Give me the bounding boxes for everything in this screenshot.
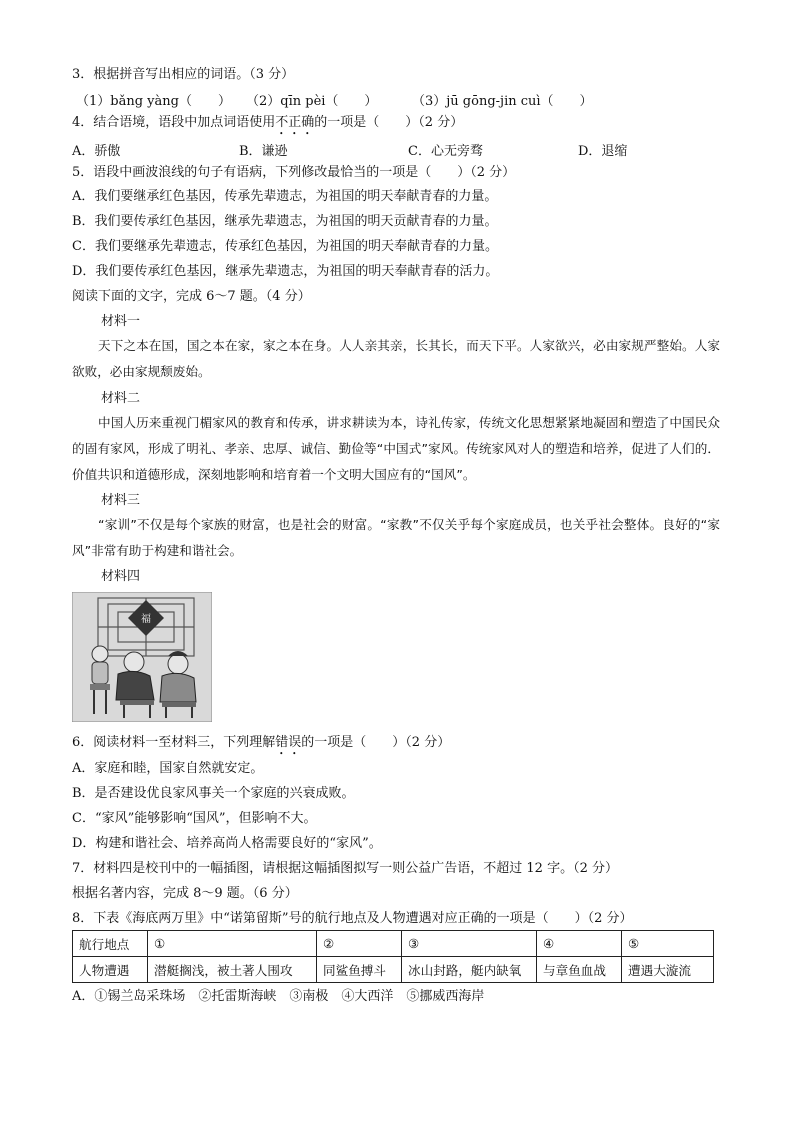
q3-item-3: （3）jū gōng-jin cuì（ ） [412, 94, 593, 109]
q8-option-a: A．①锡兰岛采珠场 ②托雷斯海峡 ③南极 ④大西洋 ⑤挪威西海岸 [72, 989, 485, 1004]
material-3-text: “家训”不仅是每个家族的财富，也是社会的财富。“家教”不仅关乎每个家庭成员，也关乎社会整体。良好的“家风”非常有助于构建和谐社会。 [72, 517, 720, 558]
q6-option-d: D．构建和谐社会、培养高尚人格需要良好的“家风”。 [72, 836, 382, 851]
material-4-title: 材料四 [101, 569, 141, 584]
table-cell: 航行地点 [73, 931, 148, 957]
q5-stem: 5．语段中画波浪线的句子有语病，下列修改最恰当的一项是（ ）（2 分） [72, 165, 516, 180]
q6-stem: 6．阅读材料一至材料三，下列理解错误的一项是（ ）（2 分） [72, 735, 451, 750]
q4-option-d: D．退缩 [578, 144, 628, 159]
q3-item-2: （2）qīn pèi（ ） [246, 94, 378, 109]
q4-option-a: A．骄傲 [72, 144, 121, 159]
table-cell: ⑤ [622, 931, 714, 957]
material-2-title: 材料二 [101, 391, 141, 406]
svg-text:福: 福 [141, 614, 151, 625]
material-1-title: 材料一 [101, 314, 141, 329]
table-cell: 潜艇搁浅，被土著人围攻 [148, 957, 317, 983]
table-cell: 冰山封路，艇内缺氧 [402, 957, 537, 983]
table-row [73, 931, 714, 957]
q5-option-d: D．我们要传承红色基因，继承先辈遗志，为祖国的明天奉献青春的活力。 [72, 264, 499, 279]
q6-option-c: C．“家风”能够影响“国风”，但影响不大。 [72, 811, 317, 826]
table-cell: 人物遭遇 [73, 957, 148, 983]
q5-option-b: B．我们要传承红色基因，继承先辈遗志，为祖国的明天贡献青春的力量。 [72, 214, 498, 229]
voyage-table [72, 930, 714, 983]
table-cell: 同鲨鱼搏斗 [317, 957, 402, 983]
table-cell: ④ [537, 931, 622, 957]
q3-stem: 3．根据拼音写出相应的词语。（3 分） [72, 67, 295, 82]
family-illustration [72, 592, 212, 722]
q8-stem: 8．下表《海底两万里》中“诺第留斯”号的航行地点及人物遭遇对应正确的一项是（ ）（2 分） [72, 911, 633, 926]
q3-item-1: （1）bǎng yàng（ ） [76, 94, 231, 109]
q6-emphasis: 错误 [275, 735, 302, 750]
material-3-title: 材料三 [101, 493, 141, 508]
q6-option-a: A．家庭和睦，国家自然就安定。 [72, 761, 264, 776]
table-cell: ③ [402, 931, 537, 957]
q4-emphasis: 不正确 [275, 115, 315, 130]
table-row [73, 957, 714, 983]
table-cell: 遭遇大漩流 [622, 957, 714, 983]
q5-option-a: A．我们要继承红色基因，传承先辈遗志，为祖国的明天奉献青春的力量。 [72, 189, 498, 204]
q4-stem: 4．结合语境，语段中加点词语使用不正确的一项是（ ）（2 分） [72, 115, 464, 130]
q7-stem: 7．材料四是校刊中的一幅插图，请根据这幅插图拟写一则公益广告语，不超过 12 字。（2 分） [72, 861, 618, 876]
table-cell: ① [148, 931, 317, 957]
q5-option-c: C．我们要继承先辈遗志，传承红色基因，为祖国的明天奉献青春的力量。 [72, 239, 498, 254]
q4-option-b: B．谦逊 [239, 144, 288, 159]
q8-9-intro: 根据名著内容，完成 8～9 题。（6 分） [72, 886, 298, 901]
material-2-text: 中国人历来重视门楣家风的教育和传承，讲求耕读为本，诗礼传家，传统文化思想紧紧地凝固和塑造了中国民众的固有家风，形成了明礼、孝亲、忠厚、诚信、勤俭等“中国式”家风。传统家风对人的塑造和培养，促进了人们的．价值共识和道德形成，深刻地影响和培育着一个文明大国应有的“国风”。 [72, 415, 720, 482]
q4-option-c: C．心无旁骛 [408, 144, 483, 159]
reading-intro: 阅读下面的文字，完成 6～7 题。（4 分） [72, 289, 311, 304]
q6-option-b: B．是否建设优良家风事关一个家庭的兴衰成败。 [72, 786, 355, 801]
material-1-text: 天下之本在国，国之本在家，家之本在身。人人亲其亲，长其长，而天下平。人家欲兴，必由家规严整始。人家欲败，必由家规颓废始。 [72, 338, 720, 379]
table-cell: 与章鱼血战 [537, 957, 622, 983]
table-cell: ② [317, 931, 402, 957]
